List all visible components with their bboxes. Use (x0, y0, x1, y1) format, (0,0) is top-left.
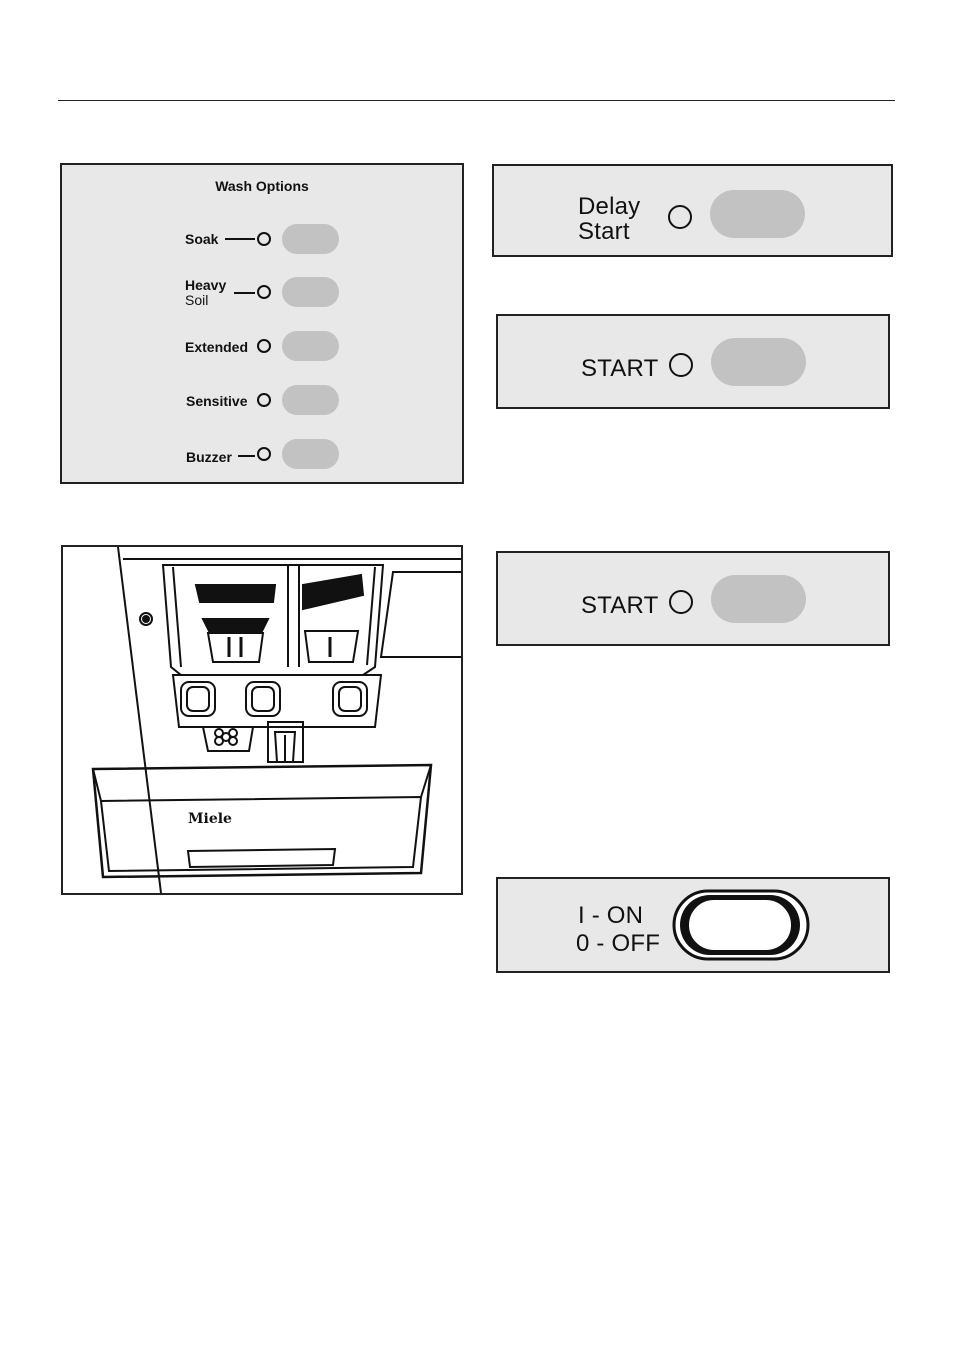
soak-connector (225, 238, 255, 240)
sensitive-indicator-led (257, 393, 271, 407)
buzzer-label: Buzzer (186, 449, 232, 465)
start-label-1: START (581, 355, 659, 382)
heavy-soil-indicator-led (257, 285, 271, 299)
delay-start-label-line2: Start (578, 218, 630, 245)
buzzer-button[interactable] (282, 439, 339, 469)
soak-button[interactable] (282, 224, 339, 254)
power-on-label: I - ON (578, 902, 644, 929)
start-panel-1 (496, 314, 890, 409)
buzzer-connector (238, 455, 255, 457)
power-switch-panel (496, 877, 890, 973)
header-rule (58, 100, 895, 101)
heavy-soil-label-line2: Soil (185, 292, 209, 308)
delay-start-panel (492, 164, 893, 257)
power-off-label: 0 - OFF (576, 930, 661, 957)
start-label-2: START (581, 592, 659, 619)
start-button-1[interactable] (711, 338, 806, 386)
start-indicator-led-2 (669, 590, 693, 614)
heavy-soil-label-line1: Heavy (185, 277, 227, 293)
power-switch-button[interactable] (672, 889, 812, 961)
wash-options-panel (60, 163, 464, 484)
dispenser-brand-logo: Miele (188, 811, 232, 827)
detergent-dispenser-illustration (61, 545, 463, 895)
start-button-2[interactable] (711, 575, 806, 623)
wash-options-title: Wash Options (215, 178, 309, 194)
heavy-soil-connector (234, 292, 255, 294)
start-panel-2 (496, 551, 890, 646)
extended-label: Extended (185, 339, 249, 355)
soak-label: Soak (185, 231, 219, 247)
sensitive-label: Sensitive (186, 393, 248, 409)
delay-start-label-line1: Delay (578, 193, 641, 220)
delay-start-button[interactable] (710, 190, 805, 238)
buzzer-indicator-led (257, 447, 271, 461)
heavy-soil-button[interactable] (282, 277, 339, 307)
start-indicator-led-1 (669, 353, 693, 377)
extended-button[interactable] (282, 331, 339, 361)
sensitive-button[interactable] (282, 385, 339, 415)
delay-start-indicator-led (668, 205, 692, 229)
soak-indicator-led (257, 232, 271, 246)
extended-indicator-led (257, 339, 271, 353)
